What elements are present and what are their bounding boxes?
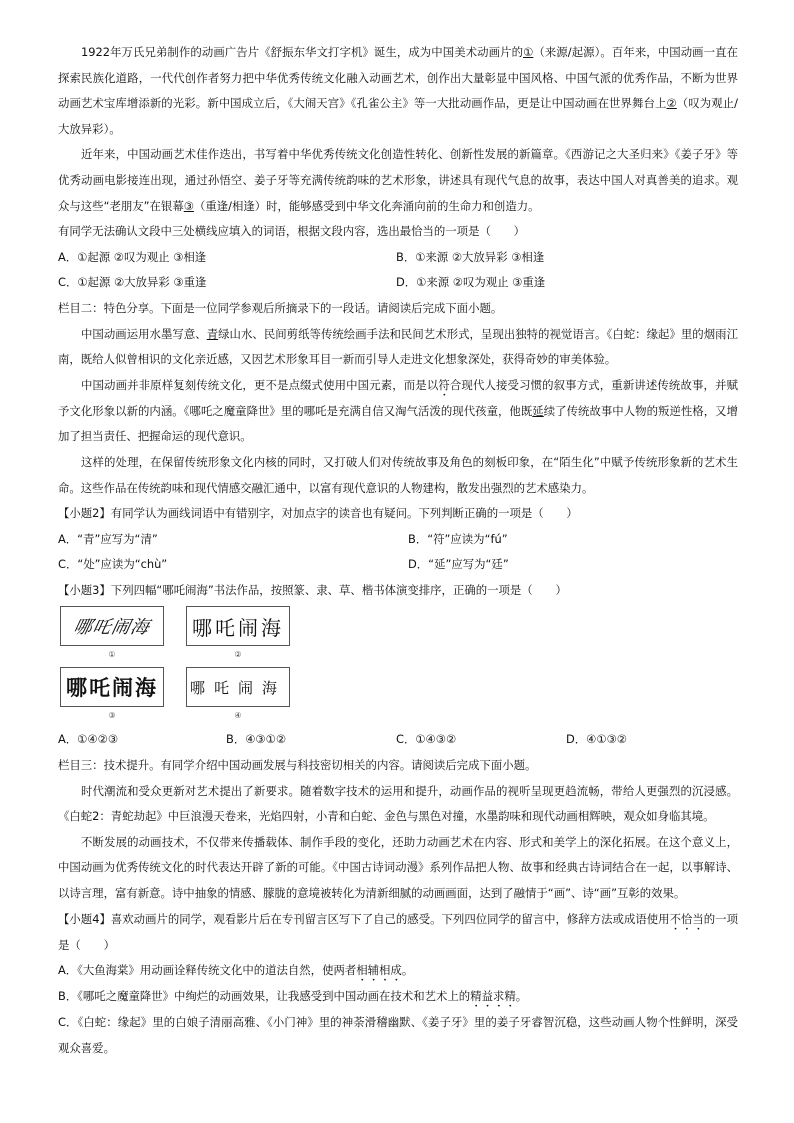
underlined-qing — [207, 327, 218, 341]
question-2-options-row-1 — [58, 527, 738, 553]
calligraphy-num-4: ④ — [234, 711, 242, 721]
q3-option-d[interactable]: D．④①③② — [566, 732, 628, 747]
q1-option-d[interactable]: D．①来源 ②叹为观止 ③重逢 — [396, 275, 546, 290]
p2-text-b: （重逢/相逢）时，能够感受到中华文化奔涌向前的生命力和创造力。 — [193, 198, 540, 213]
q3-option-a[interactable]: A．①④②③ — [58, 732, 119, 747]
q2-option-c[interactable]: C．“处”应读为“chù” — [58, 557, 168, 572]
q4-option-a-idiom: 相辅相成 — [356, 963, 402, 978]
section-2-heading: 栏目二：特色分享。下面是一位同学参观后所摘录下的一段话。请阅读后完成下面小题。 — [58, 300, 503, 315]
p2-text-a: 近年来，中国动画艺术佳作迭出，书写着中华优秀传统文化创造性转化、创新性发展的新篇章。《西游记之大圣归来》《姜子牙》等优秀动画电影接连出现，通过孙悟空、姜子牙等充满传统韵味的艺术形象，讲述具有现代气息的故事，表达中国人对真善美的追求。观众与这些“老朋友”在银幕 — [58, 147, 738, 213]
question-1-options-row-2 — [58, 270, 738, 296]
paragraph-6: 时代潮流和受众更新对艺术提出了新要求。随着数字技术的运用和提升，动画作品的视听呈现更趋流畅，带给人更强烈的沉浸感。《白蛇2：青蛇劫起》中巨浪漫天卷来，光焰四射，小青和白蛇、金色与黑色对撞，水墨韵味和现代动画相辉映，观众如身临其境。 — [58, 783, 738, 824]
q4-option-a-end: 。 — [401, 963, 414, 978]
q1-option-c[interactable]: C．①起源 ②大放异彩 ③重逢 — [58, 275, 207, 290]
calligraphy-text-4: 哪吒闹海 — [189, 678, 286, 697]
question-2-stem: 【小题2】有同学认为画线词语中有错别字，对加点字的读音也有疑问。下列判断正确的一项是（ ） — [58, 506, 578, 521]
question-4-stem — [58, 907, 738, 959]
question-3-stem: 【小题3】下列四幅“哪吒闹海”书法作品，按照篆、隶、草、楷书体演变排序，正确的一项是（ ） — [58, 582, 567, 597]
calligraphy-image-1 — [60, 606, 164, 646]
word-qing: 青 — [206, 326, 219, 341]
q2-option-d[interactable]: D．“延”应写为“廷” — [408, 557, 509, 572]
blank-2: ② — [666, 96, 677, 111]
calligraphy-num-2: ② — [234, 650, 242, 660]
q3-option-c[interactable]: C．①④③② — [396, 732, 457, 747]
q2-option-a[interactable]: A．“青”应写为“清” — [58, 531, 158, 546]
calligraphy-num-3: ③ — [108, 711, 116, 721]
p3-text-b: 绿山水、民间剪纸等传统绘画手法和民间艺术形式，呈现出独特的视觉语言。《白蛇：缘起》里的烟雨江南，既给人似曾相识的文化亲近感，又因艺术形象耳目一新而引导人走进文化想象深处，获得奇妙的审美体验。 — [58, 326, 738, 367]
calligraphy-text-2: 哪吒闹海 — [192, 615, 284, 640]
q4-option-b-text: B．《哪吒之魔童降世》中绚烂的动画效果，让我感受到中国动画在技术和艺术上的 — [58, 989, 471, 1004]
p3-text-a: 中国动画运用水墨写意、 — [81, 326, 207, 341]
p1-text-b: （来源/起源）。百年来，中国动画一直在探索民族化道路，一代代创作者努力把中华优秀传统文化融入动画艺术，创作出大量彰显中国风格、中国气派的优秀作品，不断为世界动画艺术宝库增添新的光彩。新中国成立后，《大闹天宫》《孔雀公主》等一大批动画作品，更是让中国动画在世界舞台上 — [58, 45, 738, 111]
q4-text-b: 的一项是（ ） — [58, 911, 738, 952]
p4-text-c: 续了传统故事中人物的叛逆性格，又增加了担当责任、把握命运的现代意识。 — [58, 403, 738, 444]
q4-emphasis: 不恰当 — [669, 911, 704, 926]
paragraph-5: 这样的处理，在保留传统形象文化内核的同时，又打破人们对传统故事及角色的刻板印象，在“陌生化”中赋予传统形象新的艺术生命。这些作品在传统韵味和现代情感交融汇通中，以富有现代意识的人物建构，散发出强烈的艺术感染力。 — [58, 454, 738, 495]
exam-page — [58, 40, 738, 1061]
calligraphy-text-1: 哪吒闹海 — [71, 617, 152, 639]
question-3-options — [58, 727, 738, 753]
calligraphy-row-2 — [60, 667, 738, 725]
q3-option-b[interactable]: B．④③①② — [226, 732, 287, 747]
calligraphy-image-3 — [60, 667, 164, 707]
calligraphy-1 — [60, 606, 164, 664]
question-2-options-row-2 — [58, 552, 738, 578]
paragraph-4 — [58, 373, 738, 450]
q4-text-a: 【小题4】喜欢动画片的同学，观看影片后在专刊留言区写下了自己的感受。下列四位同学的留言中，修辞方法或成语使用 — [58, 911, 670, 926]
p1-text-c: （叹为观止/大放异彩）。 — [58, 96, 738, 136]
underlined-yan: 延 — [532, 403, 544, 418]
paragraph-1 — [58, 40, 738, 142]
p4-text-b: 合现代人接受习惯的叙事方式，重新讲述传统故事，并赋予文化形象以新的内涵。《哪吒之魔童降世》里的哪吒是充满自信又淘气活泼的现代孩童，他既 — [58, 377, 738, 418]
q4-option-c[interactable]: C．《白蛇：缘起》里的白娘子清丽高雅、《小门神》里的神荼滑稽幽默、《姜子牙》里的姜子牙睿智沉稳，这些动画人物个性鲜明，深受观众喜爱。 — [58, 1015, 738, 1055]
calligraphy-image-2 — [186, 606, 290, 646]
p1-text-a: 1922年万氏兄弟制作的动画广告片《舒振东华文打字机》诞生，成为中国美术动画片的 — [81, 45, 524, 59]
calligraphy-text-3: 哪吒闹海 — [66, 676, 158, 701]
q2-option-b[interactable]: B．“符”应读为“fú” — [408, 531, 508, 546]
paragraph-2 — [58, 142, 738, 219]
q4-option-b[interactable] — [58, 984, 738, 1010]
q4-option-a-text: A．《大鱼海棠》用动画诠释传统文化中的道法自然，使两者 — [58, 963, 357, 978]
p4-text-a: 中国动画并非原样复刻传统文化，更不是点缀式使用中国元素，而是以 — [81, 377, 439, 392]
question-1-options-row-1 — [58, 245, 738, 271]
q4-option-b-end: 。 — [515, 989, 528, 1004]
q4-option-a[interactable] — [58, 958, 738, 984]
question-1-stem: 有同学无法确认文段中三处横线应填入的词语，根据文段内容，选出最恰当的一项是（ ） — [58, 224, 526, 239]
calligraphy-row-1 — [60, 606, 738, 664]
calligraphy-4 — [186, 667, 290, 725]
section-3-heading: 栏目三：技术提升。有同学介绍中国动画发展与科技密切相关的内容。请阅读后完成下面小题。 — [58, 758, 537, 773]
blank-3: ③ — [183, 198, 194, 213]
q4-option-b-idiom: 精益求精 — [470, 989, 516, 1004]
q1-option-a[interactable]: A．①起源 ②叹为观止 ③相逢 — [58, 249, 207, 264]
q1-option-b[interactable]: B．①来源 ②大放异彩 ③相逢 — [396, 249, 545, 264]
paragraph-3 — [58, 322, 738, 373]
paragraph-7: 不断发展的动画技术，不仅带来传播载体、制作手段的变化，还助力动画艺术在内容、形式和美学上的深化拓展。在这个意义上，中国动画为优秀传统文化的时代表达开辟了新的可能。《中国古诗词动漫》系列作品把人物、故事和经典古诗词结合在一起，以事解诗、以诗言理，富有新意。诗中抽象的情感、朦胧的意境被转化为清新细腻的动画画面，达到了融情于“画”、诗“画”互彰的效果。 — [58, 834, 738, 901]
dotted-fu: 符 — [438, 377, 450, 392]
calligraphy-num-1: ① — [108, 650, 116, 660]
calligraphy-3 — [60, 667, 164, 725]
calligraphy-image-4 — [186, 667, 290, 707]
blank-1: ① — [523, 45, 534, 59]
calligraphy-2 — [186, 606, 290, 664]
